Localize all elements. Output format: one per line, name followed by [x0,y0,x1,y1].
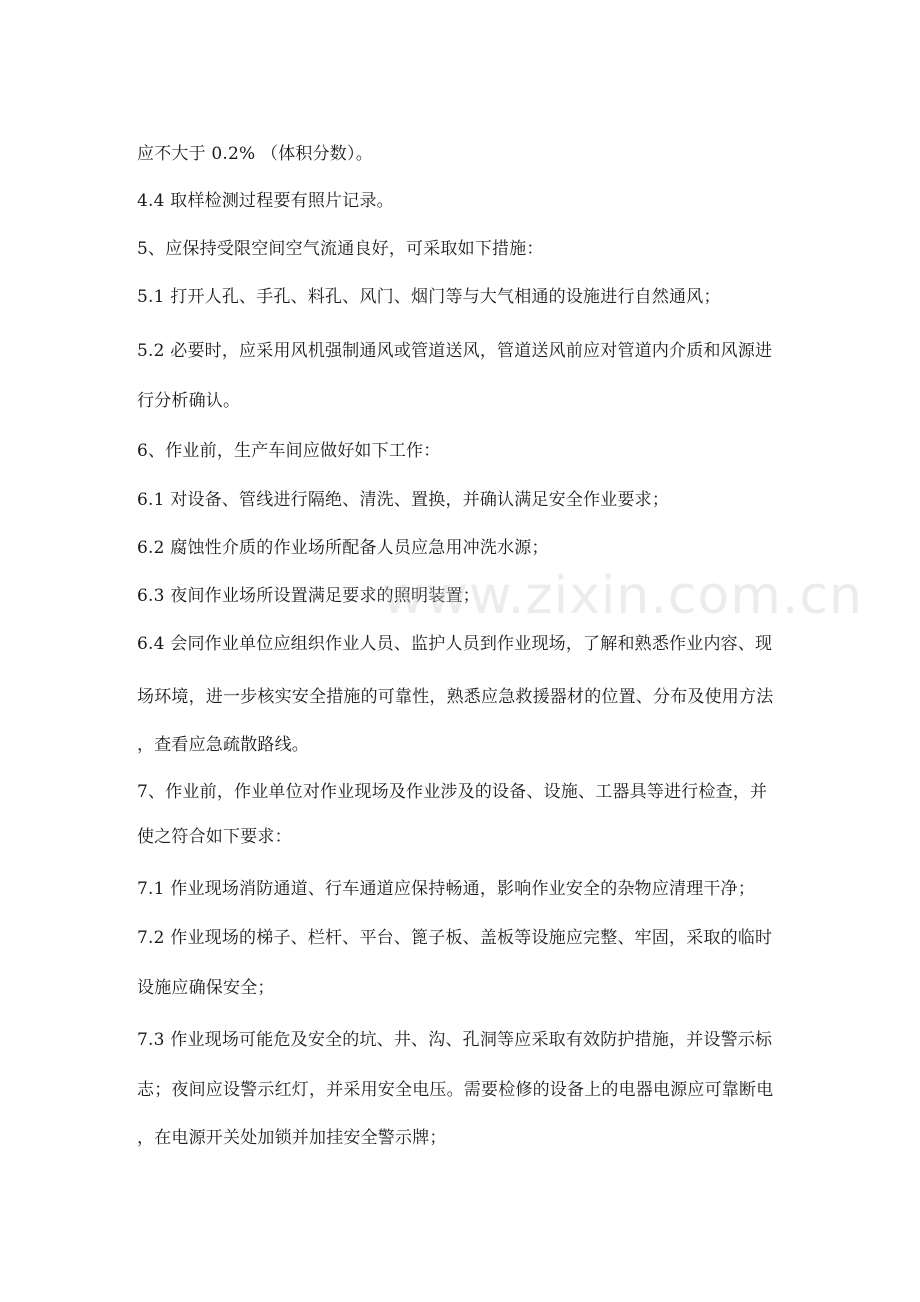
watermark: www.zixin.com.cn [382,566,863,626]
text-line: 7、作业前，作业单位对作业现场及作业涉及的设备、设施、工器具等进行检查，并 [137,782,768,802]
text-line: 5、应保持受限空间空气流通良好，可采取如下措施： [137,239,544,259]
text-line: 场环境，进一步核实安全措施的可靠性，熟悉应急救援器材的位置、分布及使用方法 [137,687,774,707]
text-line: 使之符合如下要求： [137,827,292,847]
text-line: 7.3 作业现场可能危及安全的坑、井、沟、孔洞等应采取有效防护措施，并设警示标 [137,1030,773,1050]
text-line: 6.2 腐蚀性介质的作业场所配备人员应急用冲洗水源； [137,538,549,558]
text-line: 7.1 作业现场消防通道、行车通道应保持畅通，影响作业安全的杂物应清理干净； [137,879,756,899]
text-line: 行分析确认。 [137,391,241,411]
text-line: ，在电源开关处加锁并加挂安全警示牌； [137,1128,447,1148]
text-line: 5.2 必要时，应采用风机强制通风或管道送风，管道送风前应对管道内介质和风源进 [137,341,773,361]
text-line: 应不大于 0.2% （体积分数）。 [137,144,373,164]
text-line: 设施应确保安全； [137,978,275,998]
text-line: 6.4 会同作业单位应组织作业人员、监护人员到作业现场，了解和熟悉作业内容、现 [137,634,773,654]
text-line: 6.1 对设备、管线进行隔绝、清洗、置换，并确认满足安全作业要求； [137,490,670,510]
text-line: 7.2 作业现场的梯子、栏杆、平台、篦子板、盖板等设施应完整、牢固，采取的临时 [137,928,773,948]
text-line: 6.3 夜间作业场所设置满足要求的照明装置； [137,586,480,606]
text-line: 5.1 打开人孔、手孔、料孔、风门、烟门等与大气相通的设施进行自然通风； [137,287,721,307]
text-line: 4.4 取样检测过程要有照片记录。 [137,191,394,211]
text-line: 志；夜间应设警示红灯，并采用安全电压。需要检修的设备上的电器电源应可靠断电 [137,1080,774,1100]
text-line: 6、作业前，生产车间应做好如下工作： [137,441,441,461]
text-line: ，查看应急疏散路线。 [137,735,309,755]
